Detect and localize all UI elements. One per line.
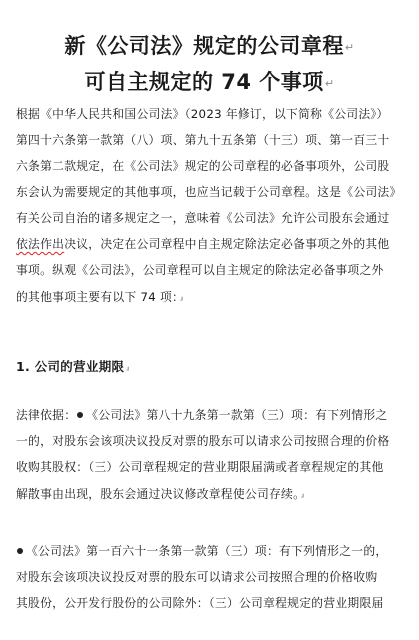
- intro-line-8-text: 的其他事项主要有以下 74 项：: [16, 290, 179, 304]
- paragraph-mark-icon: ↵: [344, 41, 355, 54]
- legal-basis-line-4-text: 解散事由出现，股东会通过决议修改章程使公司存续。: [16, 487, 300, 501]
- article-161-line-3: 其股份，公开发行股份的公司除外：（三）公司章程规定的营业期限届: [16, 596, 384, 610]
- intro-line-5: 有关公司自治的诸多规定之一，意味着《公司法》允许公司股东会通过: [16, 211, 390, 225]
- intro-line-6: [16, 231, 408, 257]
- section-heading-text: 1. 公司的营业期限: [16, 359, 125, 374]
- legal-basis-paragraph: [16, 402, 408, 506]
- document-title-line-1: [0, 30, 419, 60]
- end-mark-icon: ⸥: [125, 359, 130, 372]
- legal-basis-line-2: 一的，对股东会该项决议投反对票的股东可以请求公司按照合理的价格: [16, 434, 390, 448]
- section-heading: [16, 357, 130, 375]
- title-line-1-text: 新《公司法》规定的公司章程: [64, 34, 344, 58]
- intro-line-6-rest: 决议，决定在公司章程中自主规定除法定必备事项之外的其他: [64, 237, 390, 251]
- intro-line-2: 第四十六条第一款第（八）项、第九十五条第（十三）项、第一百三十: [16, 133, 390, 147]
- intro-line-7: 事项。纵观《公司法》，公司章程可以自主规定的除法定必备事项之外: [16, 263, 384, 277]
- list-bullet-icon: [17, 548, 23, 554]
- intro-line-8: [16, 283, 408, 309]
- intro-paragraph: [16, 101, 408, 309]
- intro-line-1: 根据《中华人民共和国公司法》（2023 年修订，以下简称《公司法》）: [16, 107, 389, 121]
- end-mark-icon: ⸥: [300, 486, 305, 499]
- list-bullet-icon: [77, 412, 83, 418]
- spellcheck-underlined-text[interactable]: 依法作出: [16, 237, 65, 251]
- article-161-line-2: 对股东会该项决议投反对票的股东可以请求公司按照合理的价格收购: [16, 570, 378, 584]
- legal-basis-line-1: [16, 402, 408, 428]
- intro-line-3: 六条第二款规定，在《公司法》规定的公司章程的必备事项外，公司股: [16, 159, 390, 173]
- intro-line-4: 东会认为需要规定的其他事项，也应当记载于公司章程。这是《公司法》: [16, 185, 402, 199]
- article-161-line-1-text: 《公司法》第一百六十一条第一款第（三）项：有下列情形之一的，: [26, 544, 388, 558]
- document-title-line-2: [0, 66, 419, 96]
- legal-basis-line-3: 收购其股权：（三）公司章程规定的营业期限届满或者章程规定的其他: [16, 460, 384, 474]
- legal-basis-line-1-text: 《公司法》第八十九条第一款第（三）项：有下列情形之: [86, 408, 388, 422]
- end-mark-icon: ⸥: [179, 289, 184, 302]
- legal-basis-line-4: [16, 480, 408, 506]
- paragraph-mark-icon: ↵: [324, 77, 335, 90]
- legal-basis-label: 法律依据：: [16, 408, 77, 422]
- article-161-line-1: [16, 538, 408, 564]
- article-161-paragraph: [16, 538, 408, 616]
- title-line-2-text: 可自主规定的 74 个事项: [84, 70, 324, 94]
